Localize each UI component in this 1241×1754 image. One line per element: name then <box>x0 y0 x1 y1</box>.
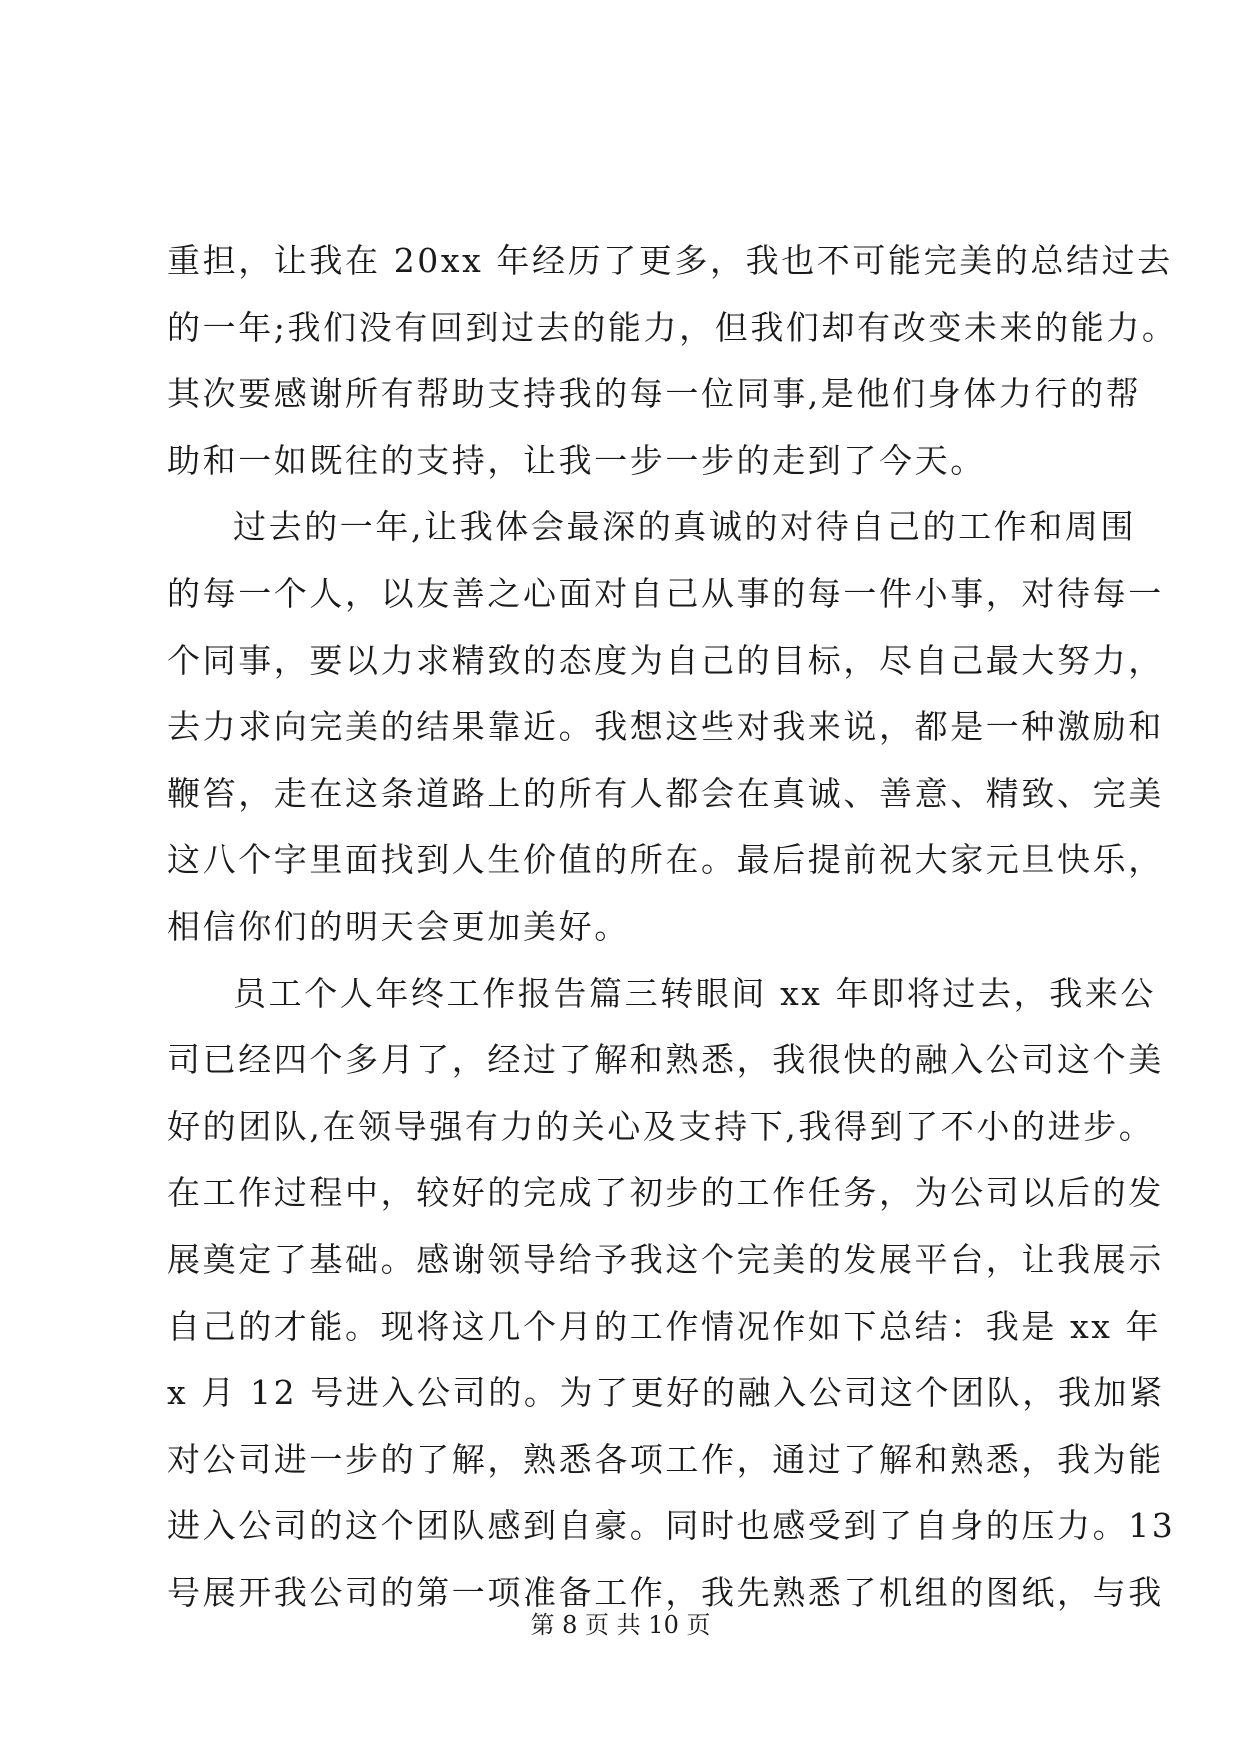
text-line: 号展开我公司的第一项准备工作，我先熟悉了机组的图纸，与我 <box>167 1572 1164 1612</box>
text-line: 司已经四个多月了，经过了解和熟悉，我很快的融入公司这个美 <box>167 1040 1164 1080</box>
text-line: 进入公司的这个团队感到自豪。同时也感受到了自身的压力。13 <box>167 1506 1176 1546</box>
text-line: 的一年;我们没有回到过去的能力，但我们却有改变未来的能力。 <box>167 307 1178 347</box>
text-line: 的每一个人，以友善之心面对自己从事的每一件小事，对待每一 <box>167 573 1164 613</box>
text-line: 去力求向完美的结果靠近。我想这些对我来说，都是一种激励和 <box>167 707 1164 747</box>
text-line: 对公司进一步的了解，熟悉各项工作，通过了解和熟悉，我为能 <box>167 1439 1164 1479</box>
paragraph-first-line: 员工个人年终工作报告篇三转眼间 xx 年即将过去，我来公 <box>233 973 1157 1013</box>
text-line: 相信你们的明天会更加美好。 <box>167 906 630 946</box>
text-line: 在工作过程中，较好的完成了初步的工作任务，为公司以后的发 <box>167 1173 1164 1213</box>
text-line: 重担，让我在 20xx 年经历了更多，我也不可能完美的总结过去 <box>167 241 1173 280</box>
paragraph-first-line: 过去的一年,让我体会最深的真诚的对待自己的工作和周围 <box>233 507 1137 547</box>
page-number-footer: 第 8 页 共 10 页 <box>530 1611 711 1639</box>
text-line: 个同事，要以力求精致的态度为自己的目标，尽自己最大努力， <box>167 640 1164 680</box>
text-line: 鞭笞，走在这条道路上的所有人都会在真诚、善意、精致、完美 <box>167 773 1164 813</box>
text-line: 展奠定了基础。感谢领导给予我这个完美的发展平台，让我展示 <box>167 1239 1164 1279</box>
text-line: 其次要感谢所有帮助支持我的每一位同事,是他们身体力行的帮 <box>167 374 1142 414</box>
body-text <box>167 228 1178 1626</box>
text-line: 助和一如既往的支持，让我一步一步的走到了今天。 <box>167 440 986 480</box>
text-line: 这八个字里面找到人生价值的所在。最后提前祝大家元旦快乐， <box>167 840 1164 880</box>
text-line: 好的团队,在领导强有力的关心及支持下,我得到了不小的进步。 <box>167 1106 1155 1146</box>
text-line: x 月 12 号进入公司的。为了更好的融入公司这个团队，我加紧 <box>167 1373 1165 1413</box>
text-line: 自己的才能。现将这几个月的工作情况作如下总结：我是 xx 年 <box>167 1306 1162 1346</box>
